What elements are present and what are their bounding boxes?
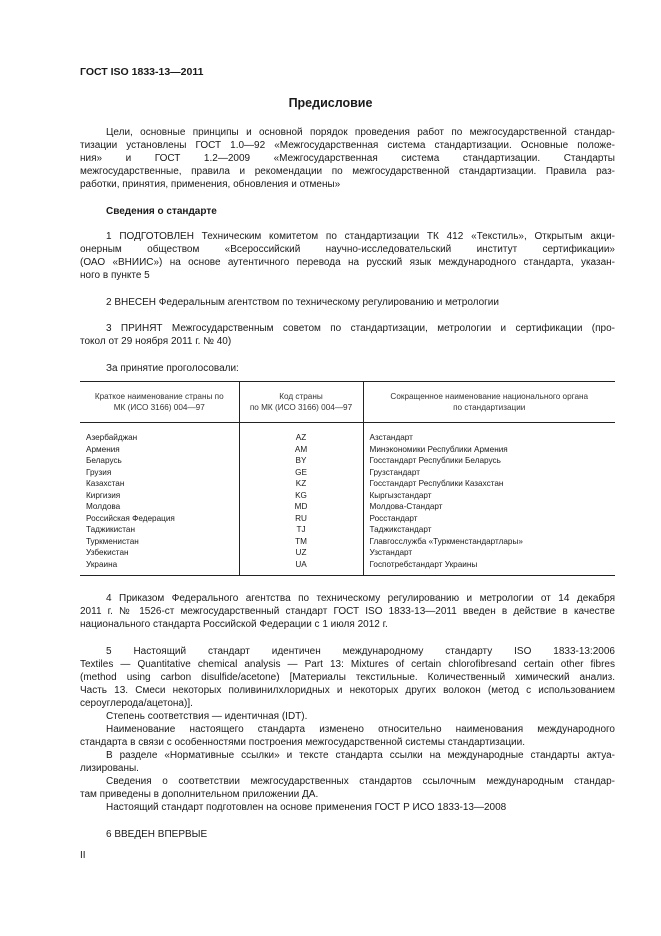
table-row — [80, 444, 615, 456]
text-line: онерным обществом «Всероссийский научно-исследовательский институт сертификации» — [80, 244, 615, 255]
body-cell: Молдова-Стандарт — [363, 501, 615, 513]
text-line: 3 ПРИНЯТ Межгосударственным советом по стандартизации, метрологии и сертификации (про- — [106, 323, 615, 334]
country-cell: Украина — [80, 559, 239, 576]
column-header-body: Сокращенное наименование национального органа по стандартизации — [363, 382, 615, 423]
code-cell: TM — [239, 536, 363, 548]
table-row — [80, 536, 615, 548]
table-row — [80, 559, 615, 576]
code-cell: UA — [239, 559, 363, 576]
body-cell: Узстандарт — [363, 547, 615, 559]
item-1-paragraph — [80, 230, 615, 282]
code-cell: RU — [239, 513, 363, 525]
text-line: Наименование настоящего стандарта изменено относительно наименования международного — [106, 724, 615, 735]
code-cell: AZ — [239, 423, 363, 444]
item-6-paragraph: 6 ВВЕДЕН ВПЕРВЫЕ — [106, 829, 208, 840]
text-line: (method using carbon disulfide/acetone) [Материалы текстильные. Количественный химический анализ. — [80, 672, 615, 683]
item-3-paragraph — [80, 322, 615, 348]
table-row — [80, 501, 615, 513]
text-line: лизированы. — [80, 763, 139, 774]
conformity-line: Степень соответствия — идентичная (IDT). — [106, 711, 308, 722]
text-line: национального стандарта Российской Федерации с 1 июля 2012 г. — [80, 619, 388, 630]
table-row — [80, 455, 615, 467]
body-cell: Госстандарт Республики Казахстан — [363, 478, 615, 490]
table-row — [80, 478, 615, 490]
text-line: Textiles — Quantitative chemical analysis — Part 13: Mixtures of certain chlorofibresand certain other fibres — [80, 659, 615, 670]
country-cell: Молдова — [86, 502, 121, 511]
text-line: 2011 г. № 1526-ст межгосударственный стандарт ГОСТ ISO 1833-13—2011 введен в действие в качестве — [80, 606, 615, 617]
text-line: токол от 29 ноября 2011 г. № 40) — [80, 336, 232, 347]
body-cell: Госстандарт Республики Беларусь — [363, 455, 615, 467]
body-cell: Главгосслужба «Туркменстандартлары» — [363, 536, 615, 548]
text-line: стандарта в связи с особенностями построения межгосударственной системы стандартизации. — [80, 737, 526, 748]
voted-label: За принятие проголосовали: — [106, 363, 239, 374]
body-cell: Грузстандарт — [363, 467, 615, 479]
country-cell: Армения — [86, 444, 120, 454]
country-cell: Киргизия — [86, 490, 121, 500]
country-cell: Беларусь — [86, 456, 122, 465]
text-line: сероуглерода/ацетона)]. — [80, 698, 193, 709]
country-cell: Грузия — [86, 467, 112, 477]
basis-line: Настоящий стандарт подготовлен на основе применения ГОСТ Р ИСО 1833-13—2008 — [106, 802, 507, 813]
text-line: тизации установлены ГОСТ 1.0—92 «Межгосударственная система стандартизации. Основные положе- — [80, 140, 615, 151]
code-cell: BY — [239, 455, 363, 467]
table-row — [80, 524, 615, 536]
text-line: 5 Настоящий стандарт идентичен международному стандарту ISO 1833-13:2006 — [106, 646, 615, 657]
code-cell: KZ — [239, 478, 363, 490]
code-cell: GE — [239, 467, 363, 479]
code-cell: UZ — [239, 547, 363, 559]
text-line: межгосударственные, правила и рекомендации по межгосударственной стандартизации. Правила раз- — [80, 166, 615, 177]
text-line: (ОАО «ВНИИС») на основе аутентичного перевода на русский язык международного стандарта, указан- — [80, 257, 615, 268]
table-header-row — [80, 382, 615, 423]
text-line: там приведены в дополнительном приложении ДА. — [80, 789, 319, 800]
code-cell: TJ — [239, 524, 363, 536]
member-states-table — [80, 381, 615, 576]
text-line: ного в пункте 5 — [80, 270, 150, 281]
item-4-paragraph — [80, 592, 615, 631]
page-number: II — [80, 850, 86, 861]
table-row — [80, 513, 615, 525]
body-cell: Госпотребстандарт Украины — [363, 559, 615, 576]
document-code: ГОСТ ISO 1833-13—2011 — [80, 66, 204, 78]
standard-info-heading: Сведения о стандарте — [106, 206, 217, 217]
text-line: Часть 13. Смеси некоторых поливинилхлоридных и некоторых других волокон (метод с использованием — [80, 685, 615, 696]
table-row — [80, 467, 615, 479]
text-line: Цели, основные принципы и основной порядок проведения работ по межгосударственной стандар- — [106, 127, 615, 138]
code-cell: KG — [239, 490, 363, 502]
table-row — [80, 490, 615, 502]
text-line: В разделе «Нормативные ссылки» и тексте стандарта ссылки на международные стандарты актуа- — [106, 750, 615, 761]
text-line: 2 ВНЕСЕН Федеральным агентством по техническому регулированию и метрологии — [106, 297, 499, 308]
column-header-country: Краткое наименование страны по МК (ИСО 3166) 004—97 — [80, 382, 239, 423]
text-line: 1 ПОДГОТОВЛЕН Техническим комитетом по стандартизации ТК 412 «Текстиль», Открытым акци- — [106, 231, 615, 242]
body-cell: Кыргызстандарт — [363, 490, 615, 502]
item-5-paragraph — [80, 645, 615, 814]
country-cell: Таджикистан — [86, 525, 135, 534]
country-cell: Узбекистан — [86, 548, 129, 557]
text-line: Сведения о соответствии межгосударственных стандартов ссылочным международным стандар- — [106, 776, 615, 787]
table-row — [80, 423, 615, 444]
text-line: работки, принятия, применения, обновления и отмены» — [80, 179, 341, 190]
page-title: Предисловие — [288, 96, 373, 110]
text-line: ния» и ГОСТ 1.2—2009 «Межгосударственная система стандартизации. Стандарты — [80, 153, 615, 164]
body-cell: Росстандарт — [363, 513, 615, 525]
column-header-code: Код страны по МК (ИСО 3166) 004—97 — [239, 382, 363, 423]
code-cell: MD — [239, 501, 363, 513]
code-cell: AM — [239, 444, 363, 456]
table-row — [80, 547, 615, 559]
country-cell: Туркменистан — [86, 536, 139, 546]
intro-paragraph — [80, 126, 615, 191]
text-line: 4 Приказом Федерального агентства по техническому регулированию и метрологии от 14 декабря — [106, 593, 615, 604]
body-cell: Азстандарт — [363, 423, 615, 444]
body-cell: Минэкономики Республики Армения — [363, 444, 615, 456]
country-cell: Казахстан — [86, 479, 125, 488]
country-cell: Российская Федерация — [86, 513, 175, 523]
body-cell: Таджикстандарт — [363, 524, 615, 536]
country-cell: Азербайджан — [86, 433, 138, 442]
item-2-paragraph — [80, 296, 615, 309]
